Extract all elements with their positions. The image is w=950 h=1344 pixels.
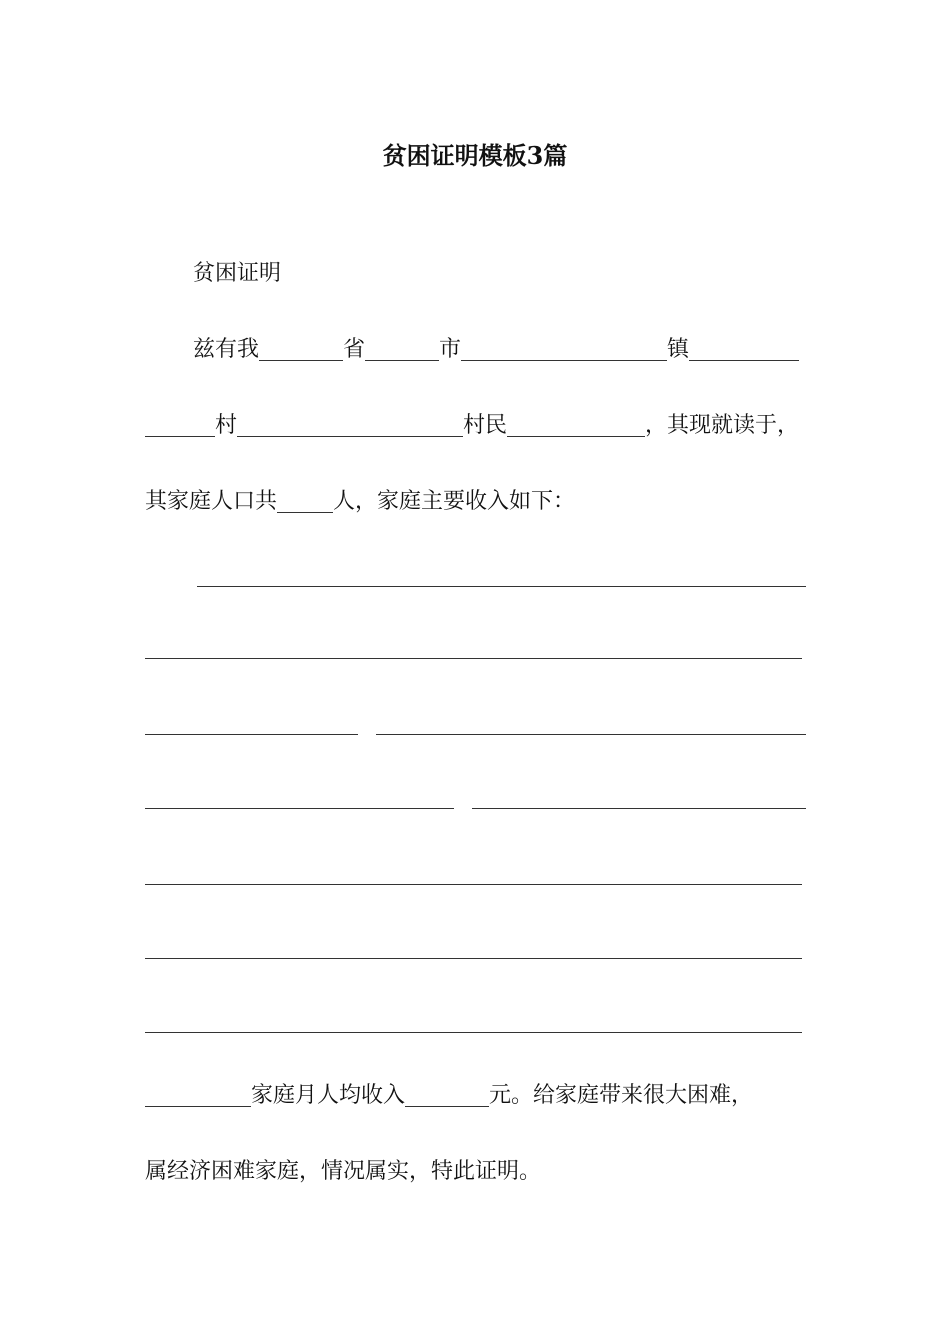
town-tail-blank[interactable]: [689, 336, 799, 361]
para3-line: [145, 486, 575, 518]
para3-text-1: 其家庭人口共: [145, 489, 278, 514]
income-rule-4a[interactable]: [145, 808, 454, 809]
para2-text-3: ，其现就读于，: [645, 413, 800, 438]
income-rule-1[interactable]: [197, 586, 806, 587]
para3-text-2: 人，家庭主要收入如下：: [333, 489, 576, 514]
para4-text-2: 元。给家庭带来很大困难，: [489, 1083, 754, 1108]
income-rule-5[interactable]: [145, 884, 802, 885]
heading-text: 贫困证明: [193, 261, 282, 286]
income-rule-3a[interactable]: [145, 734, 358, 735]
village-blank[interactable]: [145, 412, 215, 437]
villager-blank[interactable]: [237, 412, 463, 437]
income-rule-3b[interactable]: [376, 734, 806, 735]
para4-text-1: 家庭月人均收入: [251, 1083, 406, 1108]
document-title: 贫困证明模板3篇: [382, 141, 568, 170]
para5-text-1: 属经济困难家庭，情况属实，特此证明。: [145, 1159, 542, 1184]
para1-text-1: 兹有我: [193, 337, 260, 362]
income-source-blank[interactable]: [145, 1082, 251, 1107]
district-blank[interactable]: [461, 336, 667, 361]
income-rule-4b[interactable]: [472, 808, 806, 809]
monthly-income-blank[interactable]: [405, 1082, 489, 1107]
income-rule-6[interactable]: [145, 958, 802, 959]
student-name-blank[interactable]: [507, 412, 645, 437]
province-blank[interactable]: [259, 336, 343, 361]
para4-line: [145, 1080, 753, 1112]
income-rule-7[interactable]: [145, 1032, 802, 1033]
para1-line: [193, 334, 799, 366]
para1-text-3: 市: [439, 337, 462, 362]
para2-text-2: 村民: [463, 413, 508, 438]
para2-text-1: 村: [215, 413, 238, 438]
city-blank[interactable]: [365, 336, 439, 361]
para5-line: [145, 1156, 541, 1188]
para2-line: [145, 410, 799, 442]
income-rule-2[interactable]: [145, 658, 802, 659]
para1-text-4: 镇: [667, 337, 690, 362]
household-size-blank[interactable]: [277, 488, 333, 513]
certificate-heading: [193, 258, 281, 290]
para1-text-2: 省: [343, 337, 366, 362]
